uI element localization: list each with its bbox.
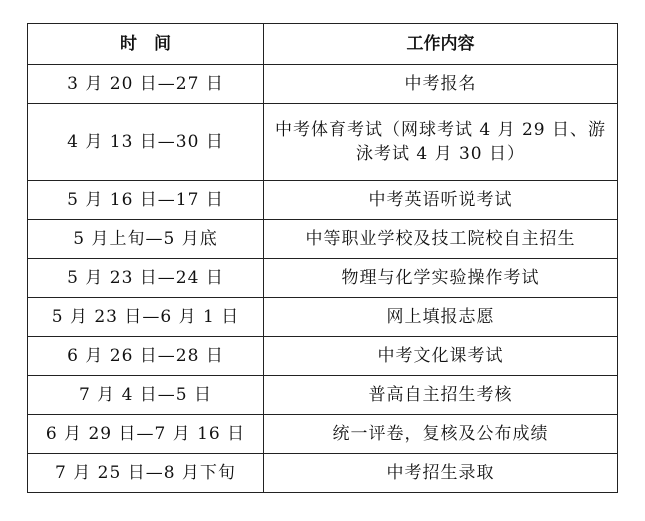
content-cell: 统一评卷，复核及公布成绩 bbox=[264, 415, 618, 454]
table-row bbox=[28, 104, 618, 181]
time-cell: 5 月 16 日—17 日 bbox=[28, 181, 264, 220]
table-row bbox=[28, 259, 618, 298]
content-cell: 普高自主招生考核 bbox=[264, 376, 618, 415]
time-cell: 6 月 26 日—28 日 bbox=[28, 337, 264, 376]
table-row bbox=[28, 65, 618, 104]
table-row bbox=[28, 181, 618, 220]
table-row bbox=[28, 337, 618, 376]
content-cell: 中考体育考试（网球考试 4 月 29 日、游泳考试 4 月 30 日） bbox=[264, 104, 618, 181]
header-time: 时 间 bbox=[28, 24, 264, 65]
content-cell: 中考报名 bbox=[264, 65, 618, 104]
table-row bbox=[28, 415, 618, 454]
table-row bbox=[28, 454, 618, 493]
content-cell: 中考招生录取 bbox=[264, 454, 618, 493]
content-cell: 网上填报志愿 bbox=[264, 298, 618, 337]
time-cell: 6 月 29 日—7 月 16 日 bbox=[28, 415, 264, 454]
table-row bbox=[28, 298, 618, 337]
content-cell: 中考英语听说考试 bbox=[264, 181, 618, 220]
content-cell: 中考文化课考试 bbox=[264, 337, 618, 376]
content-cell: 物理与化学实验操作考试 bbox=[264, 259, 618, 298]
table-row bbox=[28, 220, 618, 259]
content-cell: 中等职业学校及技工院校自主招生 bbox=[264, 220, 618, 259]
time-cell: 5 月 23 日—24 日 bbox=[28, 259, 264, 298]
time-cell: 3 月 20 日—27 日 bbox=[28, 65, 264, 104]
header-row bbox=[28, 24, 618, 65]
time-cell: 5 月 23 日—6 月 1 日 bbox=[28, 298, 264, 337]
table-row bbox=[28, 376, 618, 415]
schedule-table bbox=[27, 23, 618, 493]
time-cell: 4 月 13 日—30 日 bbox=[28, 104, 264, 181]
header-content: 工作内容 bbox=[264, 24, 618, 65]
time-cell: 7 月 25 日—8 月下旬 bbox=[28, 454, 264, 493]
time-cell: 7 月 4 日—5 日 bbox=[28, 376, 264, 415]
time-cell: 5 月上旬—5 月底 bbox=[28, 220, 264, 259]
